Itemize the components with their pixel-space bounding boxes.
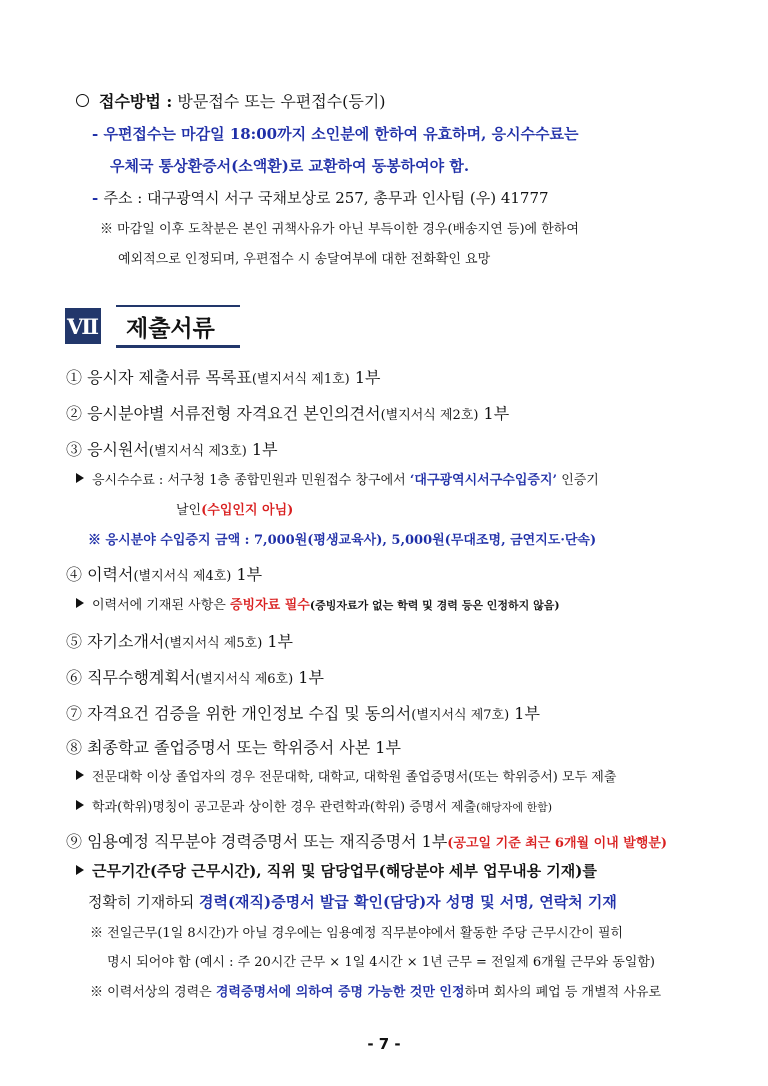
doc-item-3-label: ③ 응시원서 [66,440,149,459]
resume-note-post: (증빙자료가 없는 학력 및 경력 등은 인정하지 않음) [309,599,560,612]
doc-item-7-qty: 1부 [509,704,540,723]
doc-item-1-label: ① 응시자 제출서류 목록표 [66,368,252,387]
doc-item-6-qty: 1부 [293,668,324,687]
doc-item-7-form: (별지서식 제7호) [411,708,510,723]
fee-note-line2-pre: 날인 [176,503,202,518]
doc-item-9-label: ⑨ 임용예정 직무분야 경력증명서 또는 재직증명서 1부 [66,832,448,851]
triangle-bullet-icon [76,473,84,483]
resume-note-pre: 이력서에 기재된 사항은 [92,598,230,613]
career-note-line1 [76,862,597,880]
page-number: - 7 - [367,1035,401,1053]
address-dash: - [92,189,104,207]
proof-note-pre: ※ 이력서상의 경력은 [90,985,216,1000]
section-number-badge: Ⅶ [65,308,101,344]
late-note-line2: 예외적으로 인정되며, 우편접수 시 송달여부에 대한 전화확인 요망 [118,252,491,267]
doc-item-2-form: (별지서식 제2호) [380,408,479,423]
section-title: 제출서류 [126,316,215,342]
major-note-small: (해당자에 한함) [476,801,552,814]
fee-stamp-name: ‘대구광역시서구수입증지’ [409,473,558,488]
doc-item-4-qty: 1부 [231,565,263,584]
fee-note-pre: 응시수수료 : 서구청 1층 종합민원과 민원접수 창구에서 [92,473,410,488]
doc-item-1 [66,368,380,388]
reception-label: 접수방법 : [99,92,173,111]
doc-item-3 [66,440,278,460]
fee-note-line1 [76,473,599,489]
doc-item-5-label: ⑤ 자기소개서 [66,632,165,651]
proof-note-post: 하며 회사의 폐업 등 개별적 사유로 [464,985,662,1000]
address-line [92,189,549,207]
reception-heading [76,92,386,111]
career-note-line2-pre: 정확히 기재하되 [88,893,199,911]
proof-note-blue: 경력증명서에 의하여 증명 가능한 것만 인정 [215,985,465,1000]
doc-item-1-qty: 1부 [349,368,381,387]
major-note [76,800,552,816]
fee-note-line2 [176,503,293,519]
doc-item-7-label: ⑦ 자격요건 검증을 위한 개인정보 수집 및 동의서 [66,704,412,723]
grad-note-text: 전문대학 이상 졸업자의 경우 전문대학, 대학교, 대학원 졸업증명서(또는 학위증서) 모두 제출 [92,770,617,785]
part-time-note-line2: 명시 되어야 함 (예시 : 주 20시간 근무 × 1일 4시간 × 1년 근무 = 전일제 6개월 근무와 동일함) [107,955,655,970]
triangle-bullet-icon [76,770,84,780]
doc-item-6 [66,668,324,688]
part-time-note-line1: ※ 전일근무(1일 8시간)가 아닐 경우에는 임용예정 직무분야에서 활동한 주당 근무시간이 필히 [90,926,624,941]
triangle-bullet-icon [76,800,84,810]
doc-item-3-form: (별지서식 제3호) [148,444,247,459]
career-note-line1-text: 근무기간(주당 근무시간), 직위 및 담당업무(해당분야 세부 업무내용 기재)를 [92,862,597,880]
address-text: 주소 : 대구광역시 서구 국채보상로 257, 총무과 인사팀 (우) 41777 [103,189,549,207]
fee-note-line2-red: (수입인지 아님) [201,503,294,518]
reception-value: 방문접수 또는 우편접수(등기) [177,92,386,111]
doc-item-6-form: (별지서식 제6호) [195,672,294,687]
fee-note-post: 인증기 [557,473,599,488]
triangle-bullet-icon [76,598,84,608]
doc-item-4-label: ④ 이력서 [66,565,134,584]
doc-item-2-label: ② 응시분야별 서류전형 자격요건 본인의견서 [66,404,381,423]
major-note-text: 학과(학위)명칭이 공고문과 상이한 경우 관련학과(학위) 증명서 제출 [92,800,477,815]
circle-bullet-icon [76,94,89,107]
career-note-line2-blue: 경력(재직)증명서 발급 확인(담당)자 성명 및 서명, 연락처 기재 [198,893,617,911]
fee-amount-note: ※ 응시분야 수입증지 금액 : 7,000원(평생교육사), 5,000원(무대조명, 금연지도·단속) [88,533,597,548]
doc-item-5-form: (별지서식 제5호) [164,636,263,651]
late-note-line1: ※ 마감일 이후 도착분은 본인 귀책사유가 아닌 부득이한 경우(배송지연 등)에 한하여 [100,222,579,237]
doc-item-8: ⑧ 최종학교 졸업증명서 또는 학위증서 사본 1부 [66,738,401,757]
section-rule-top [116,305,240,307]
mail-note-line2: 우체국 통상환증서(소액환)로 교환하여 동봉하여야 함. [110,157,470,175]
doc-item-5-qty: 1부 [262,632,294,651]
doc-item-7 [66,704,540,724]
proof-note [90,985,661,1001]
doc-item-4 [66,565,262,585]
doc-item-4-form: (별지서식 제4호) [133,569,232,584]
doc-item-6-label: ⑥ 직무수행계획서 [66,668,196,687]
career-note-line2 [88,893,617,911]
doc-item-2-qty: 1부 [478,404,510,423]
doc-item-9 [66,832,667,852]
doc-item-5 [66,632,293,652]
section-rule-bottom [116,345,240,348]
mail-note-line1: - 우편접수는 마감일 18:00까지 소인분에 한하여 유효하며, 응시수수료는 [92,125,579,143]
doc-item-9-red: (공고일 기준 최근 6개월 이내 발행분) [447,836,668,851]
resume-note [76,598,560,614]
grad-note [76,770,616,786]
doc-item-2 [66,404,509,424]
doc-item-3-qty: 1부 [246,440,278,459]
doc-item-1-form: (별지서식 제1호) [251,372,350,387]
triangle-bullet-icon [76,865,84,875]
resume-note-red: 증빙자료 필수 [229,598,310,613]
